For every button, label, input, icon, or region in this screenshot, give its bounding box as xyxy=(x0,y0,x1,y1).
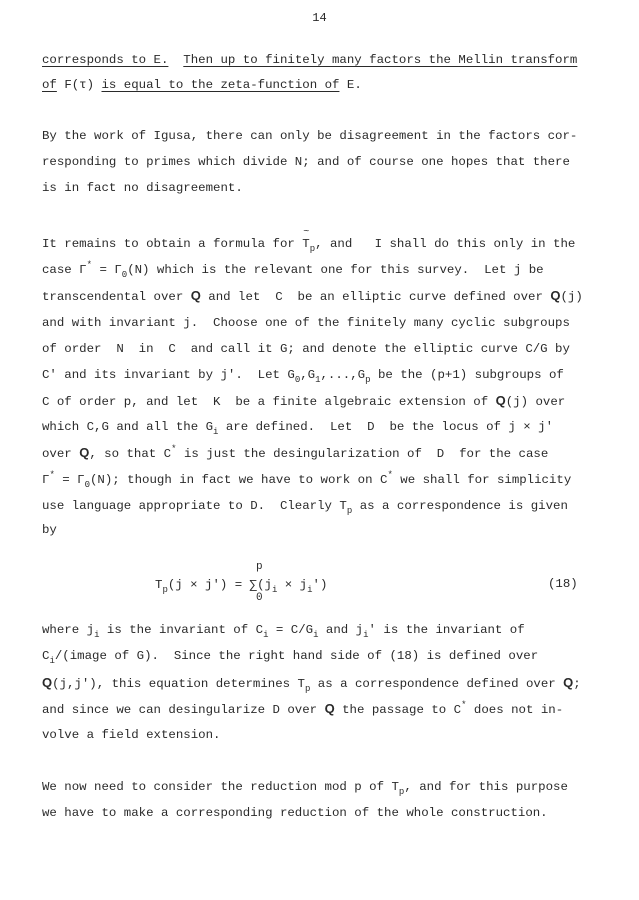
subscript: i xyxy=(271,585,278,595)
text-span: case Γ xyxy=(42,263,87,277)
para4-line3 xyxy=(42,675,608,694)
para3-line7 xyxy=(42,393,608,409)
text-span: and j xyxy=(318,623,364,637)
text-span: we shall for simplicity xyxy=(392,473,572,487)
text-span: = Γ xyxy=(92,263,122,277)
para3-line6 xyxy=(42,367,608,383)
text-span: are defined. Let D be the locus of j × j' xyxy=(218,420,554,434)
para4-line1 xyxy=(42,622,608,638)
underlined-text: of xyxy=(42,78,57,92)
text-span: Γ xyxy=(42,473,50,487)
bold-q: Q xyxy=(550,288,561,303)
subscript: i xyxy=(263,630,269,640)
text-span: , and I shall do this only in the xyxy=(315,237,576,251)
text-span: (j) over xyxy=(505,395,566,409)
para2-line2: responding to primes which divide N; and of course one hopes that there xyxy=(42,155,570,169)
subscript: i xyxy=(213,427,219,437)
text-span: (N); though in fact we have to work on C xyxy=(90,473,388,487)
page-number: 14 xyxy=(312,11,327,25)
text-span: (j xyxy=(257,578,272,592)
para3-line2 xyxy=(42,262,608,278)
para5-line2: we have to make a corresponding reduction of the whole construction. xyxy=(42,806,548,820)
superscript: * xyxy=(49,470,55,480)
bold-q: Q xyxy=(563,675,574,690)
text-span: where j xyxy=(42,623,95,637)
text-span: ,G xyxy=(300,368,316,382)
bold-q: Q xyxy=(324,701,335,716)
subscript: p xyxy=(346,506,353,516)
bold-q: Q xyxy=(495,393,506,408)
superscript: * xyxy=(461,700,467,710)
para2-line1: By the work of Igusa, there can only be disagreement in the factors cor- xyxy=(42,129,578,143)
subscript: i xyxy=(363,630,369,640)
text-span: , and for this purpose xyxy=(404,780,568,794)
bold-q: Q xyxy=(190,288,201,303)
t-tilde xyxy=(302,236,309,252)
text-span: is just the desingularization of D for the case xyxy=(176,447,549,461)
text-span: ' is the invariant of xyxy=(368,623,525,637)
text-span: It remains to obtain a formula for xyxy=(42,237,303,251)
subscript: p xyxy=(398,787,405,797)
sum-sign: ∑ xyxy=(249,578,258,592)
text-span: as a correspondence defined over xyxy=(310,677,564,691)
para2-line3: is in fact no disagreement. xyxy=(42,181,243,195)
subscript: 0 xyxy=(121,270,128,280)
subscript: 1 xyxy=(315,375,321,385)
text-span: over xyxy=(42,447,80,461)
text-span: C of order p, and let K be a finite algebraic extension of xyxy=(42,395,496,409)
equation-18 xyxy=(155,577,327,593)
para3-line5: of order N in C and call it G; and denote the elliptic curve C/G by xyxy=(42,342,570,356)
text-span: = Γ xyxy=(54,473,85,487)
subscript: i xyxy=(307,585,313,595)
subscript: p xyxy=(304,684,311,694)
text-span: transcendental over xyxy=(42,290,191,304)
subscript: i xyxy=(49,656,55,666)
sum-lower-limit: 0 xyxy=(256,592,263,604)
text-span: the passage to C xyxy=(334,703,462,717)
para3-line3 xyxy=(42,288,608,304)
text-span: (N) which is the relevant one for this survey. Let j be xyxy=(127,263,544,277)
equation-number: (18) xyxy=(548,577,578,591)
sum-upper-limit: p xyxy=(256,561,263,573)
subscript: p xyxy=(309,244,316,254)
subscript: 0 xyxy=(84,480,90,490)
text-span: be the (p+1) subgroups of xyxy=(370,368,564,382)
subscript: p xyxy=(365,375,371,385)
text-span: as a correspondence is given xyxy=(352,499,568,513)
para4-line2 xyxy=(42,648,608,664)
text-span: and since we can desingularize D over xyxy=(42,703,325,717)
bold-q: Q xyxy=(79,445,90,460)
para3-line10 xyxy=(42,472,608,488)
para3-line4: and with invariant j. Choose one of the finitely many cyclic subgroups xyxy=(42,316,570,330)
text-span: and let C be an elliptic curve defined over xyxy=(200,290,551,304)
text-span: (j × j') = xyxy=(167,578,250,592)
text-span: T xyxy=(302,237,310,251)
text-span: use language appropriate to D. Clearly T xyxy=(42,499,347,513)
para1-line2 xyxy=(42,77,608,93)
text-span: T xyxy=(155,578,163,592)
para1-line1 xyxy=(42,52,608,68)
text-span: ; xyxy=(573,677,581,691)
text-span: We now need to consider the reduction mod p of T xyxy=(42,780,399,794)
text-span: E. xyxy=(346,78,362,92)
subscript: 0 xyxy=(294,375,301,385)
underlined-text: is equal to the zeta-function of xyxy=(101,78,340,92)
para3-line1 xyxy=(42,236,608,252)
para3-line11 xyxy=(42,498,608,514)
text-span: ' xyxy=(312,578,320,592)
superscript: * xyxy=(86,260,93,270)
text-span: F(τ) xyxy=(64,78,95,92)
text-span: is the invariant of C xyxy=(99,623,264,637)
text-span: C xyxy=(42,649,50,663)
para3-line8 xyxy=(42,419,608,435)
underlined-text: Then up to finitely many factors the Mellin transform xyxy=(183,53,578,67)
para3-line9 xyxy=(42,445,608,461)
para3-line12: by xyxy=(42,523,57,537)
text-span: (j) xyxy=(560,290,583,304)
superscript: * xyxy=(387,470,393,480)
subscript: i xyxy=(313,630,319,640)
subscript: p xyxy=(162,585,168,595)
text-span: does not in- xyxy=(466,703,564,717)
text-span: C' and its invariant by j'. Let G xyxy=(42,368,295,382)
bold-q: Q xyxy=(42,675,53,690)
text-span: ,...,G xyxy=(320,368,366,382)
para4-line5: volve a field extension. xyxy=(42,728,221,742)
text-span: /(image of G). Since the right hand side of (18) is defined over xyxy=(54,649,539,663)
text-span: = C/G xyxy=(268,623,314,637)
text-span: (j,j'), this equation determines T xyxy=(52,677,305,691)
text-span: , so that C xyxy=(89,447,172,461)
text-span: × j xyxy=(277,578,308,592)
text-span: which C,G and all the G xyxy=(42,420,214,434)
underlined-text: corresponds to E. xyxy=(42,53,169,67)
para4-line4 xyxy=(42,701,608,717)
text-span: ) xyxy=(319,578,328,592)
subscript: i xyxy=(94,630,100,640)
superscript: * xyxy=(171,444,177,454)
para5-line1 xyxy=(42,779,608,795)
